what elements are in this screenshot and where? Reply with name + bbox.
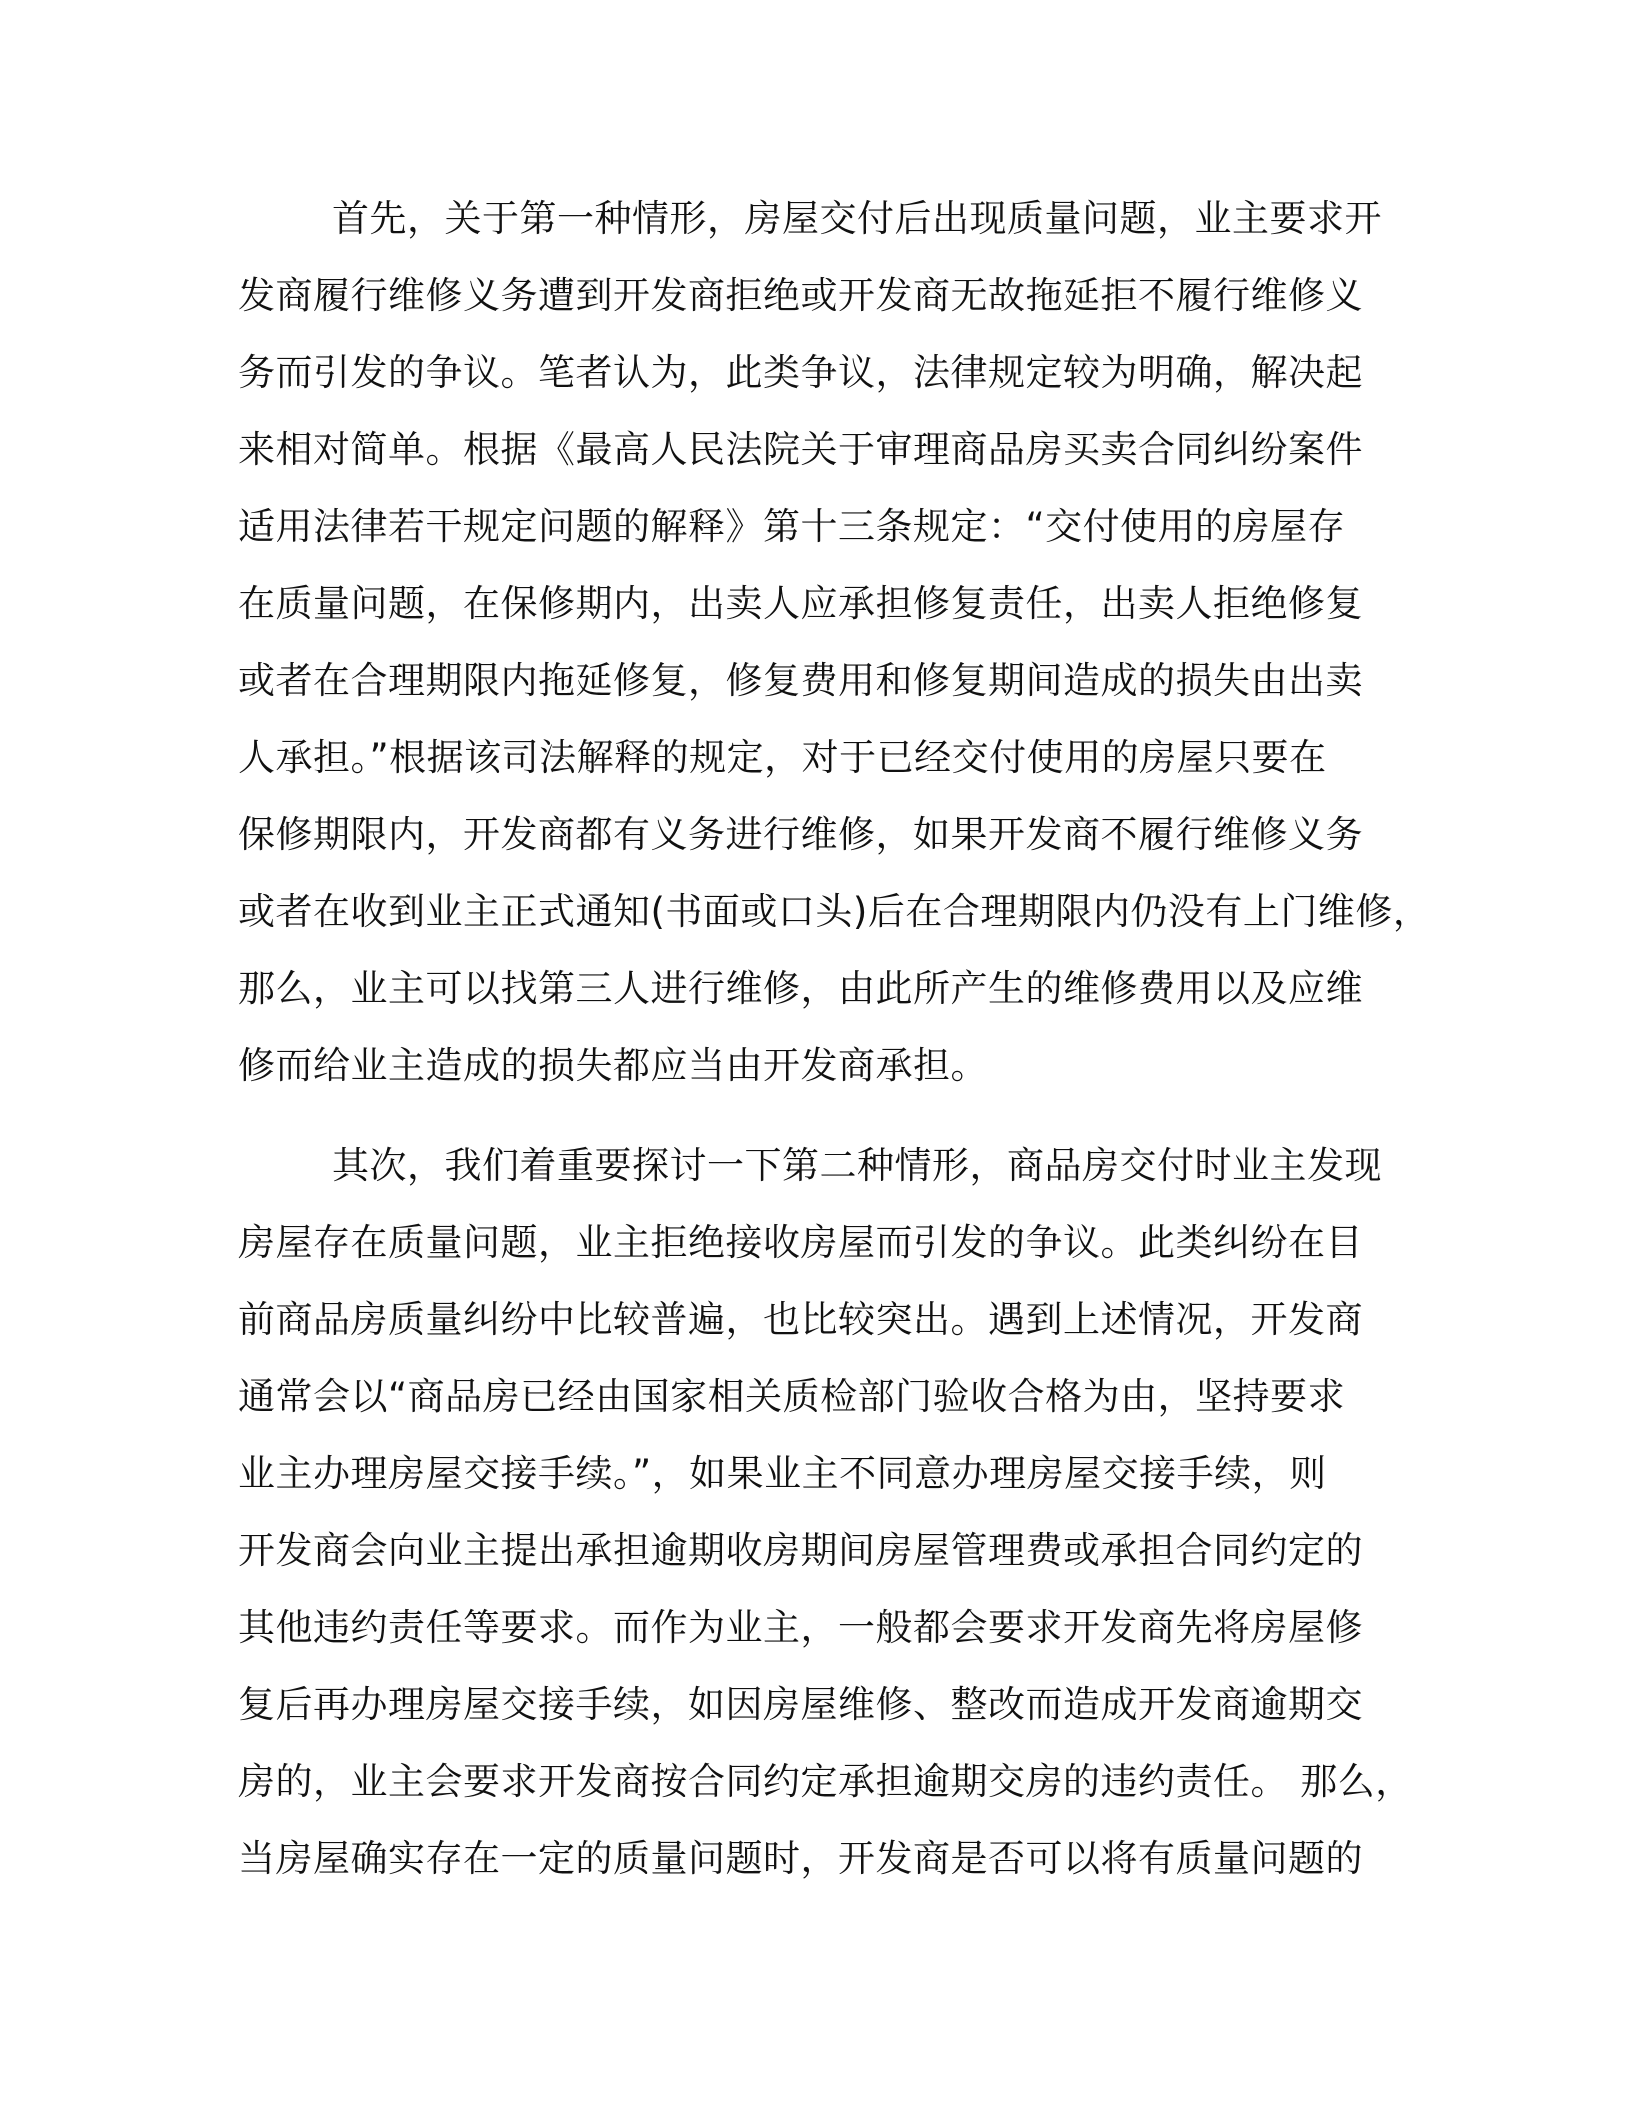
text-line: 务而引发的争议。笔者认为，此类争议，法律规定较为明确，解决起	[238, 351, 1363, 394]
text-line: 其他违约责任等要求。而作为业主，一般都会要求开发商先将房屋修	[238, 1606, 1363, 1649]
text-line: 保修期限内，开发商都有义务进行维修，如果开发商不履行维修义务	[238, 813, 1363, 856]
text-line: 人承担。”根据该司法解释的规定，对于已经交付使用的房屋只要在	[238, 736, 1327, 779]
paragraph-first-situation	[238, 180, 1431, 1104]
text-line: 修而给业主造成的损失都应当由开发商承担。	[238, 1044, 988, 1087]
text-line: 在质量问题，在保修期内，出卖人应承担修复责任，出卖人拒绝修复	[238, 582, 1363, 625]
text-line: 通常会以“商品房已经由国家相关质检部门验收合格为由，坚持要求	[238, 1375, 1346, 1418]
paragraph-second-situation	[238, 1127, 1418, 1897]
text-line: 前商品房质量纠纷中比较普遍，也比较突出。遇到上述情况，开发商	[238, 1298, 1363, 1341]
text-line: 复后再办理房屋交接手续，如因房屋维修、整改而造成开发商逾期交	[238, 1683, 1363, 1726]
text-line: 当房屋确实存在一定的质量问题时，开发商是否可以将有质量问题的	[238, 1837, 1363, 1880]
text-line: 房的，业主会要求开发商按合同约定承担逾期交房的违约责任。 那么，	[238, 1760, 1413, 1803]
text-line: 首先，关于第一种情形，房屋交付后出现质量问题，业主要求开	[332, 197, 1382, 240]
text-line: 房屋存在质量问题，业主拒绝接收房屋而引发的争议。此类纠纷在目	[238, 1221, 1363, 1264]
text-line: 那么，业主可以找第三人进行维修，由此所产生的维修费用以及应维	[238, 967, 1363, 1010]
text-line: 适用法律若干规定问题的解释》第十三条规定：“交付使用的房屋存	[238, 505, 1346, 548]
text-line: 开发商会向业主提出承担逾期收房期间房屋管理费或承担合同约定的	[238, 1529, 1363, 1572]
text-line: 发商履行维修义务遭到开发商拒绝或开发商无故拖延拒不履行维修义	[238, 274, 1363, 317]
text-line: 或者在合理期限内拖延修复，修复费用和修复期间造成的损失由出卖	[238, 659, 1363, 702]
text-line: 或者在收到业主正式通知(书面或口头)后在合理期限内仍没有上门维修，	[238, 890, 1431, 933]
text-line: 其次，我们着重要探讨一下第二种情形，商品房交付时业主发现	[332, 1144, 1382, 1187]
text-line: 业主办理房屋交接手续。”，如果业主不同意办理房屋交接手续，则	[238, 1452, 1327, 1495]
text-line: 来相对简单。根据《最高人民法院关于审理商品房买卖合同纠纷案件	[238, 428, 1363, 471]
